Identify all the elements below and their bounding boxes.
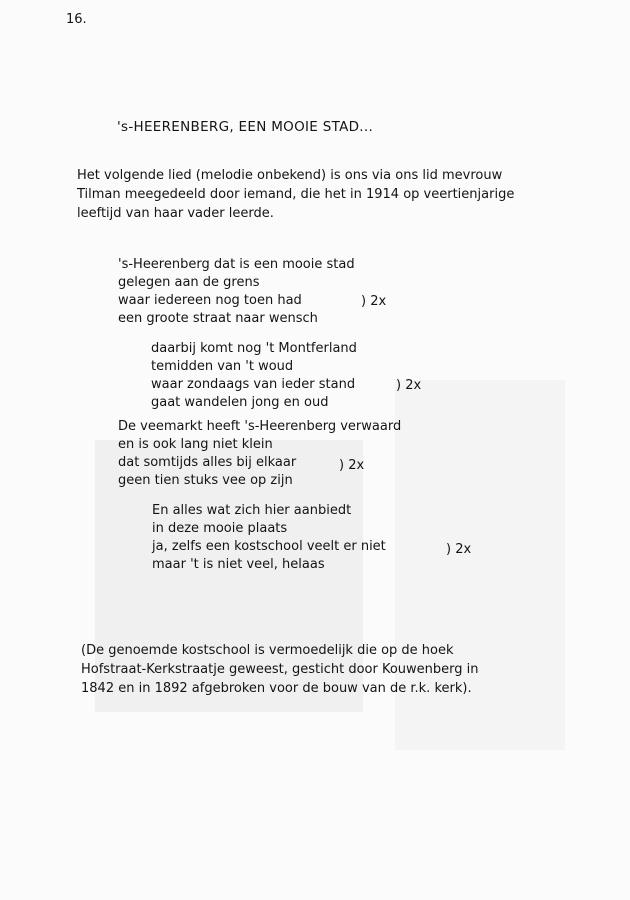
verse-line: maar 't is niet veel, helaas — [152, 557, 325, 572]
verse-line: en is ook lang niet klein — [118, 437, 273, 452]
verse-3 — [118, 418, 401, 490]
intro-paragraph: Het volgende lied (melodie onbekend) is ons via ons lid mevrouw Tilman meegedeeld door iemand, die het in 1914 op veertienjarige leeftijd van haar vader leerde. — [77, 168, 515, 221]
repeat-marker: ) 2x — [361, 294, 387, 309]
verse-line: ja, zelfs een kostschool veelt er niet — [152, 539, 386, 554]
verse-line: gelegen aan de grens — [118, 275, 260, 290]
page-title: 's-HEERENBERG, EEN MOOIE STAD... — [117, 119, 374, 135]
verse-line: temidden van 't woud — [151, 359, 294, 374]
verse-line: gaat wandelen jong en oud — [151, 395, 329, 410]
verse-1 — [118, 256, 355, 328]
footnote-paragraph: (De genoemde kostschool is vermoedelijk die op de hoek Hofstraat-Kerkstraatje geweest, gesticht door Kouwenberg in 1842 en in 1892 afgebroken voor de bouw van de r.k. kerk). — [81, 643, 479, 696]
page-number: 16. — [66, 12, 87, 27]
repeat-marker: ) 2x — [446, 542, 472, 557]
verse-line: in deze mooie plaats — [152, 521, 288, 536]
verse-line: een groote straat naar wensch — [118, 311, 318, 326]
verse-2 — [151, 340, 357, 412]
verse-line: daarbij komt nog 't Montferland — [151, 341, 357, 356]
verse-line: geen tien stuks vee op zijn — [118, 473, 293, 488]
verse-4 — [152, 502, 386, 574]
verse-line: waar iedereen nog toen had — [118, 293, 302, 308]
verse-line: dat somtijds alles bij elkaar — [118, 455, 297, 470]
verse-line: En alles wat zich hier aanbiedt — [152, 503, 352, 518]
repeat-marker: ) 2x — [339, 458, 365, 473]
verse-line: 's-Heerenberg dat is een mooie stad — [118, 257, 355, 272]
verse-line: waar zondaags van ieder stand — [151, 377, 356, 392]
verse-line: De veemarkt heeft 's-Heerenberg verwaard — [118, 419, 402, 434]
repeat-marker: ) 2x — [396, 378, 422, 393]
